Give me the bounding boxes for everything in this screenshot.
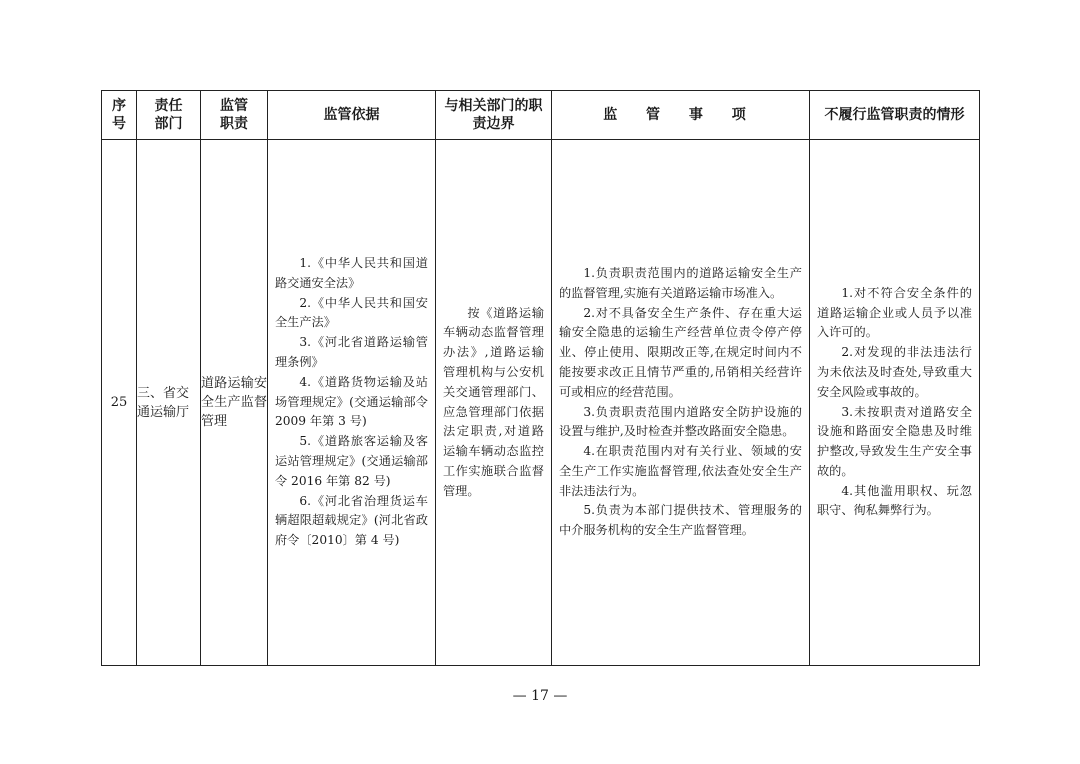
header-dept: 责任部门 <box>137 91 201 140</box>
item-entry: 5.负责为本部门提供技术、管理服务的中介服务机构的安全生产监督管理。 <box>559 503 802 538</box>
failure-entry: 4.其他滥用职权、玩忽职守、徇私舞弊行为。 <box>817 483 972 518</box>
item-entry: 2.对不具备安全生产条件、存在重大运输安全隐患的运输生产经营单位责令停产停业、停止使用、限期改正等,在规定时间内不能按要求改正且情节严重的,吊销相关经营许可或相应的经营范围。 <box>559 305 802 399</box>
page-number: — 17 — <box>512 688 568 704</box>
header-basis: 监管依据 <box>268 91 436 140</box>
row-items <box>552 140 810 666</box>
failure-entry: 2.对发现的非法违法行为未依法及时查处,导致重大安全风险或事故的。 <box>817 345 972 399</box>
failure-entry: 3.未按职责对道路安全设施和路面安全隐患及时维护整改,导致发生生产安全事故的。 <box>817 404 972 478</box>
boundary-text: 按《道路运输车辆动态监督管理办法》,道路运输管理机构与公安机关交通管理部门、应急管理部门依据法定职责,对道路运输车辆动态监控工作实施联合监督管理。 <box>443 305 544 498</box>
responsibility-table <box>101 90 980 666</box>
item-entry: 1.负责职责范围内的道路运输安全生产的监督管理,实施有关道路运输市场准入。 <box>559 265 802 300</box>
basis-item: 6.《河北省治理货运车辆超限超载规定》(河北省政府令〔2010〕第 4 号) <box>275 493 428 548</box>
row-failure <box>810 140 980 666</box>
header-duty: 监管职责 <box>201 91 268 140</box>
basis-item: 4.《道路货物运输及站场管理规定》(交通运输部令 2009 年第 3 号) <box>275 374 428 429</box>
basis-item: 1.《中华人民共和国道路交通安全法》 <box>275 256 428 290</box>
item-entry: 3.负责职责范围内道路安全防护设施的设置与维护,及时检查并整改路面安全隐患。 <box>559 404 802 439</box>
table-row <box>102 140 980 666</box>
basis-item: 3.《河北省道路运输管理条例》 <box>275 335 428 369</box>
item-entry: 4.在职责范围内对有关行业、领域的安全生产工作实施监督管理,依法查处安全生产非法违法行为。 <box>559 444 802 498</box>
failure-entry: 1.对不符合安全条件的道路运输企业或人员予以准入许可的。 <box>817 285 972 340</box>
row-dept: 三、省交通运输厅 <box>137 140 201 666</box>
row-boundary <box>436 140 552 666</box>
header-items: 监 管 事 项 <box>552 91 810 140</box>
row-duty: 道路运输安全生产监督管理 <box>201 140 268 666</box>
header-boundary: 与相关部门的职责边界 <box>436 91 552 140</box>
basis-item: 5.《道路旅客运输及客运站管理规定》(交通运输部令 2016 年第 82 号) <box>275 434 428 488</box>
header-seq: 序号 <box>102 91 137 140</box>
row-basis <box>268 140 436 666</box>
header-row <box>102 91 980 140</box>
header-failure: 不履行监管职责的情形 <box>810 91 980 140</box>
row-seq: 25 <box>102 140 137 666</box>
basis-item: 2.《中华人民共和国安全生产法》 <box>275 295 428 330</box>
